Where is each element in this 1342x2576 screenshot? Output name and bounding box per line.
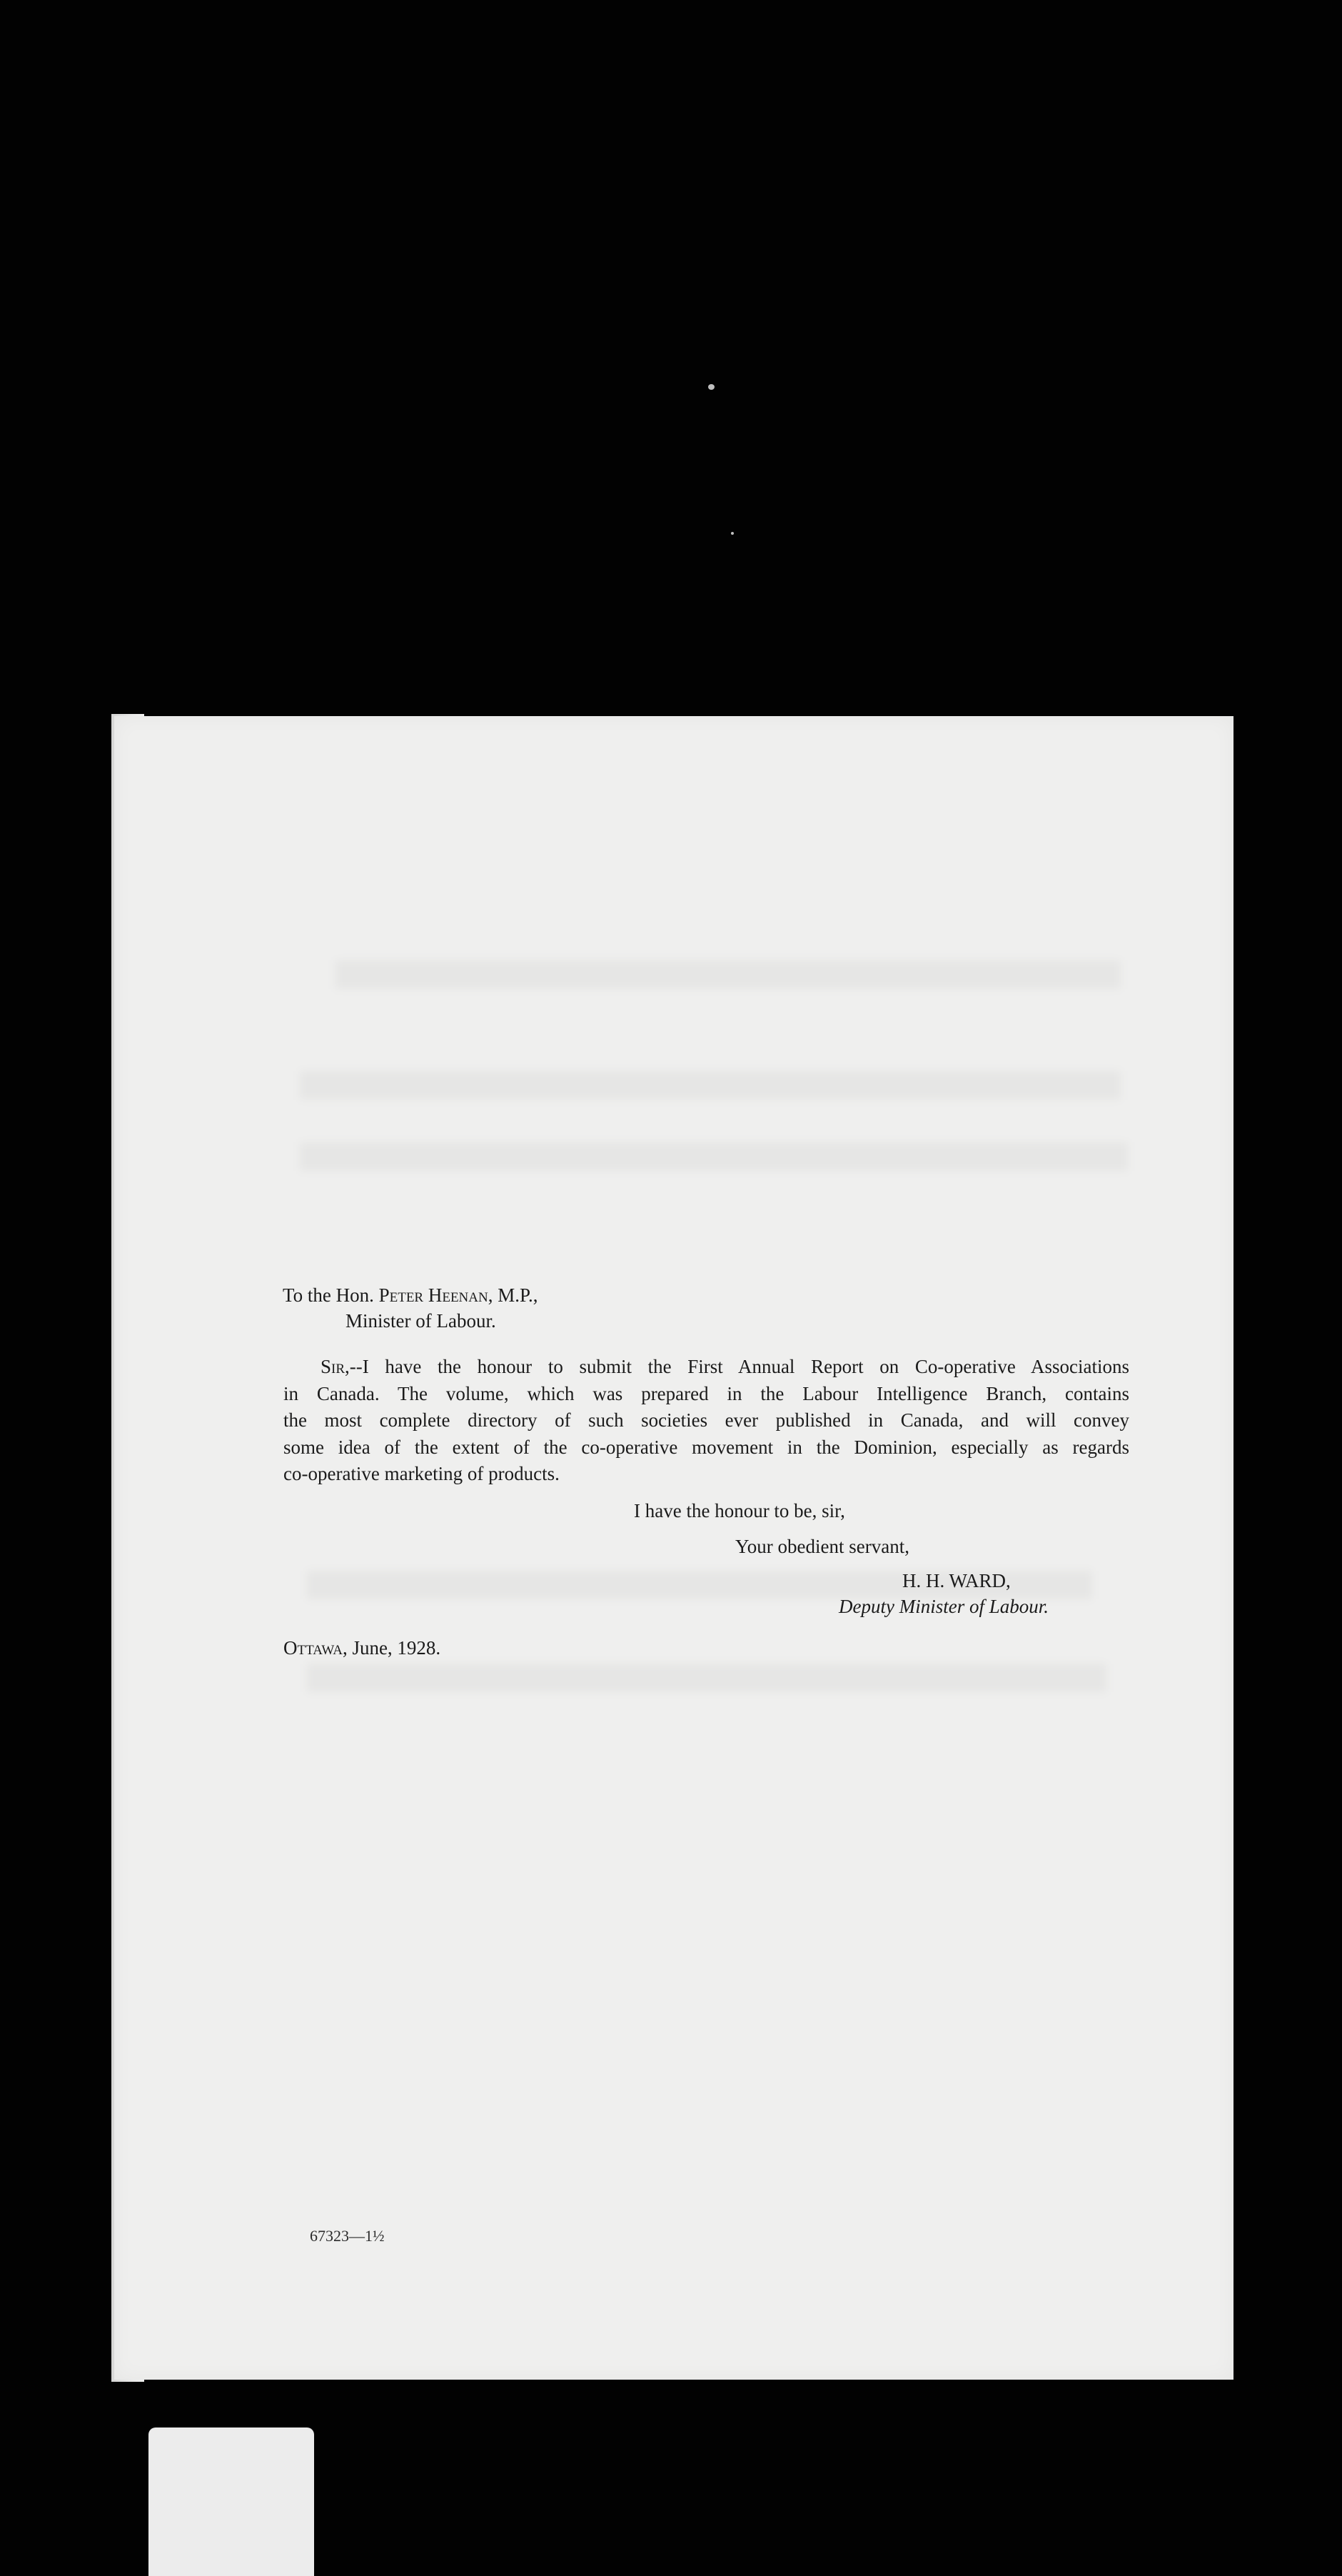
- place: Ottawa: [283, 1637, 343, 1659]
- show-through-band: [300, 1142, 1128, 1171]
- show-through-band: [336, 960, 1121, 989]
- closing-line-1: I have the honour to be, sir,: [634, 1500, 845, 1521]
- signer-name: H. H. WARD,: [902, 1570, 1011, 1591]
- closing-line-2: Your obedient servant,: [735, 1536, 909, 1557]
- addressee-title: Minister of Labour.: [345, 1310, 496, 1332]
- body-line: the most complete directory of such societies ever published in Canada, and will convey: [283, 1409, 1129, 1432]
- next-page-tab: [148, 2427, 314, 2576]
- body-line: co-operative marketing of products.: [283, 1463, 560, 1485]
- show-through-band: [307, 1664, 1106, 1692]
- body-line: in Canada. The volume, which was prepared in the Labour Intelligence Branch, contains: [283, 1382, 1129, 1404]
- body-line: Sir,--I have the honour to submit the First Annual Report on Co-operative Associations: [321, 1356, 1129, 1377]
- letter-body: [283, 1354, 1129, 1488]
- place-date-line: [283, 1635, 440, 1661]
- salutation-prefix: To the Hon.: [283, 1284, 379, 1306]
- addressee-name: Peter Heenan: [378, 1284, 488, 1306]
- body-line: some idea of the extent of the co-operative movement in the Dominion, especially as regards: [283, 1436, 1129, 1458]
- greeting: Sir,: [321, 1356, 350, 1377]
- addressee-line: [283, 1282, 538, 1309]
- signer-title: Deputy Minister of Labour.: [839, 1596, 1049, 1617]
- date: , June, 1928.: [342, 1637, 441, 1659]
- dust-speck: [731, 532, 734, 535]
- printer-code: 67323—1½: [310, 2227, 385, 2245]
- addressee-suffix: , M.P.,: [488, 1284, 538, 1306]
- show-through-band: [300, 1071, 1121, 1100]
- dust-speck: [708, 384, 715, 390]
